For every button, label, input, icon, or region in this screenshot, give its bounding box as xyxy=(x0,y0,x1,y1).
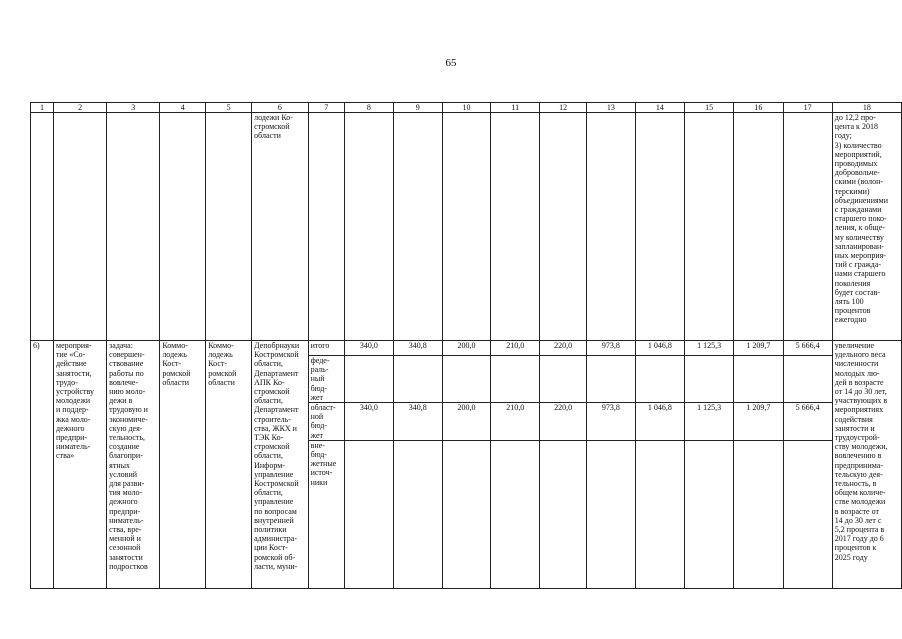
source-label: област- ной бюд- жет xyxy=(308,403,344,441)
value-cell: 5 666,4 xyxy=(783,341,832,356)
source-label: итого xyxy=(308,341,344,356)
entry-result: увеличение удельного веса численности молодых лю- дей в возрасте от 14 до 30 лет, участвующих в мероприятиях содействия занятости и трудоустрой- ству молодежи, вовлечению в предпринима- тельскую дея- тельность, в общем количе- стве молодежи в возрасте от 14 до 30 лет с 5,2 процента в 2017 году до 6 процентов к 2025 году xyxy=(832,341,901,589)
column-header: 18 xyxy=(832,103,901,113)
column-header: 17 xyxy=(783,103,832,113)
value-cell: 5 666,4 xyxy=(783,403,832,441)
value-cell xyxy=(491,440,540,588)
value-cell xyxy=(491,356,540,403)
result-continuation: до 12,2 про- цента к 2018 году; 3) количество мероприятий, проводимых добровольче- скими (волон- терскими) объединениями с гражданами старшего поко- ления, к обще- му количеству запланирован- ных мероприя- тий с гражда- нами старшего поколения будет состав- лять 100 процентов ежегодно xyxy=(832,113,901,341)
column-header: 2 xyxy=(54,103,107,113)
executor-continuation: лодежи Ко- стромской области xyxy=(252,113,308,341)
entry-name: мероприя- тие «Со- действие занятости, трудо- устройству молодежи и поддер- жка моло- дежного предпри- ниматель- ства» xyxy=(54,341,107,589)
value-cell: 210,0 xyxy=(491,403,540,441)
value-cell xyxy=(442,440,491,588)
column-header: 15 xyxy=(685,103,734,113)
program-table xyxy=(30,102,902,589)
value-cell: 1 046,8 xyxy=(635,341,684,356)
value-cell: 973,8 xyxy=(587,403,636,441)
column-header: 7 xyxy=(308,103,344,113)
entry-coordinator: Коммо- лодежь Кост- ромской области xyxy=(160,341,206,589)
value-cell: 340,8 xyxy=(393,341,442,356)
value-cell xyxy=(587,440,636,588)
value-cell xyxy=(540,356,587,403)
column-header: 13 xyxy=(587,103,636,113)
value-cell xyxy=(393,356,442,403)
entry-number: 6) xyxy=(31,341,54,589)
empty-cell xyxy=(31,113,54,341)
value-cell: 340,8 xyxy=(393,403,442,441)
column-header: 3 xyxy=(107,103,160,113)
value-cell: 200,0 xyxy=(442,403,491,441)
column-header: 1 xyxy=(31,103,54,113)
value-cell xyxy=(442,356,491,403)
entry-executors: Депобрнауки Костромской области, Департамент АПК Ко- стромской области, Департамент строитель- ства, ЖКХ и ТЭК Ко- стромской области, Информ- управление Костромской области, управление по вопросам внутренней политики администра- ции Кост- ромской об- ласти, муни- xyxy=(252,341,308,589)
empty-cell xyxy=(635,113,684,341)
column-header: 14 xyxy=(635,103,684,113)
entry-task: задача: совершен- ствование работы по вовлече- нию моло- дежи в трудовую и экономиче- скую дея- тельность, создание благопри- ятных условий для разви- тия моло- дежного предпри- ниматель- ства, вре- менной и сезонной занятости подростков xyxy=(107,341,160,589)
value-cell: 1 125,3 xyxy=(685,403,734,441)
empty-cell xyxy=(734,113,783,341)
value-cell xyxy=(734,440,783,588)
page-number: 65 xyxy=(445,57,457,69)
column-header: 9 xyxy=(393,103,442,113)
empty-cell xyxy=(491,113,540,341)
column-header: 11 xyxy=(491,103,540,113)
empty-cell xyxy=(308,113,344,341)
value-cell xyxy=(635,356,684,403)
value-cell xyxy=(783,356,832,403)
source-label: вне- бюд- жетные источ- ники xyxy=(308,440,344,588)
column-header: 5 xyxy=(206,103,252,113)
value-cell: 210,0 xyxy=(491,341,540,356)
empty-cell xyxy=(54,113,107,341)
empty-cell xyxy=(160,113,206,341)
entry-responsible: Коммо- лодежь Кост- ромской области xyxy=(206,341,252,589)
empty-cell xyxy=(783,113,832,341)
value-cell: 1 209,7 xyxy=(734,403,783,441)
value-cell: 1 209,7 xyxy=(734,341,783,356)
value-cell xyxy=(393,440,442,588)
column-header: 4 xyxy=(160,103,206,113)
value-cell xyxy=(540,440,587,588)
source-label: феде- раль- ный бюд- жет xyxy=(308,356,344,403)
funding-row-total xyxy=(31,341,902,356)
empty-cell xyxy=(587,113,636,341)
column-header: 16 xyxy=(734,103,783,113)
value-cell: 340,0 xyxy=(345,341,394,356)
column-header: 6 xyxy=(252,103,308,113)
value-cell xyxy=(587,356,636,403)
value-cell xyxy=(635,440,684,588)
column-header: 10 xyxy=(442,103,491,113)
value-cell: 973,8 xyxy=(587,341,636,356)
empty-cell xyxy=(345,113,394,341)
continuation-row xyxy=(31,113,902,341)
value-cell: 1 125,3 xyxy=(685,341,734,356)
value-cell: 220,0 xyxy=(540,403,587,441)
value-cell: 220,0 xyxy=(540,341,587,356)
empty-cell xyxy=(540,113,587,341)
value-cell xyxy=(783,440,832,588)
empty-cell xyxy=(206,113,252,341)
value-cell: 1 046,8 xyxy=(635,403,684,441)
column-header: 12 xyxy=(540,103,587,113)
empty-cell xyxy=(442,113,491,341)
column-number-row xyxy=(31,103,902,113)
value-cell xyxy=(685,440,734,588)
value-cell xyxy=(734,356,783,403)
empty-cell xyxy=(393,113,442,341)
value-cell xyxy=(685,356,734,403)
value-cell xyxy=(345,356,394,403)
value-cell: 200,0 xyxy=(442,341,491,356)
value-cell: 340,0 xyxy=(345,403,394,441)
value-cell xyxy=(345,440,394,588)
empty-cell xyxy=(685,113,734,341)
empty-cell xyxy=(107,113,160,341)
column-header: 8 xyxy=(345,103,394,113)
